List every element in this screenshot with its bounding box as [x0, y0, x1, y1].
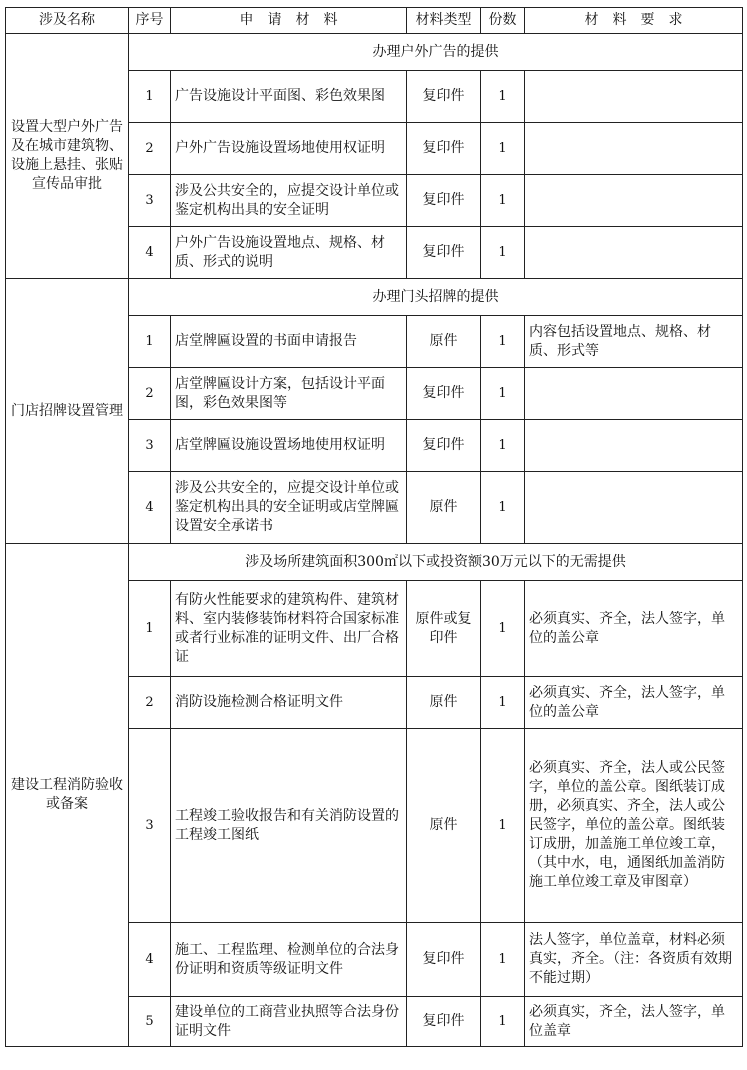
- row-type: 复印件: [407, 175, 481, 227]
- header-material: 申 请 材 料: [171, 8, 407, 34]
- row-no: 3: [129, 729, 171, 923]
- row-type: 原件: [407, 729, 481, 923]
- row-requirement: [525, 123, 743, 175]
- row-material: 工程竣工验收报告和有关消防设置的工程竣工图纸: [171, 729, 407, 923]
- section-title: 办理户外广告的提供: [129, 34, 743, 71]
- row-type: 复印件: [407, 923, 481, 997]
- group-name: 门店招牌设置管理: [6, 279, 129, 544]
- group-name: 建设工程消防验收或备案: [6, 544, 129, 1047]
- row-requirement: 内容包括设置地点、规格、材质、形式等: [525, 316, 743, 368]
- header-type: 材料类型: [407, 8, 481, 34]
- row-material: 店堂牌匾设施设置场地使用权证明: [171, 420, 407, 472]
- row-count: 1: [481, 729, 525, 923]
- row-count: 1: [481, 997, 525, 1047]
- row-no: 4: [129, 227, 171, 279]
- row-type: 复印件: [407, 997, 481, 1047]
- row-requirement: 必须真实、齐全，法人签字，单位的盖公章: [525, 581, 743, 677]
- row-type: 复印件: [407, 227, 481, 279]
- row-type: 复印件: [407, 123, 481, 175]
- section-title: 涉及场所建筑面积300㎡以下或投资额30万元以下的无需提供: [129, 544, 743, 581]
- row-requirement: 必须真实，齐全，法人签字，单位盖章: [525, 997, 743, 1047]
- row-requirement: [525, 368, 743, 420]
- row-type: 原件: [407, 677, 481, 729]
- row-material: 施工、工程监理、检测单位的合法身份证明和资质等级证明文件: [171, 923, 407, 997]
- row-requirement: [525, 71, 743, 123]
- row-no: 1: [129, 581, 171, 677]
- header-requirement: 材 料 要 求: [525, 8, 743, 34]
- header-name: 涉及名称: [6, 8, 129, 34]
- row-requirement: [525, 227, 743, 279]
- row-material: 店堂牌匾设置的书面申请报告: [171, 316, 407, 368]
- row-count: 1: [481, 123, 525, 175]
- row-no: 1: [129, 71, 171, 123]
- section-row: [6, 544, 743, 581]
- header-row: [6, 8, 743, 34]
- row-requirement: [525, 175, 743, 227]
- row-material: 户外广告设施设置场地使用权证明: [171, 123, 407, 175]
- row-material: 涉及公共安全的，应提交设计单位或鉴定机构出具的安全证明: [171, 175, 407, 227]
- row-count: 1: [481, 227, 525, 279]
- row-count: 1: [481, 71, 525, 123]
- row-count: 1: [481, 316, 525, 368]
- row-no: 3: [129, 175, 171, 227]
- row-material: 店堂牌匾设计方案，包括设计平面图，彩色效果图等: [171, 368, 407, 420]
- section-row: [6, 34, 743, 71]
- header-count: 份数: [481, 8, 525, 34]
- row-no: 2: [129, 368, 171, 420]
- row-no: 2: [129, 677, 171, 729]
- row-type: 原件: [407, 472, 481, 544]
- row-type: 复印件: [407, 71, 481, 123]
- row-count: 1: [481, 175, 525, 227]
- row-material: 消防设施检测合格证明文件: [171, 677, 407, 729]
- row-material: 户外广告设施设置地点、规格、材质、形式的说明: [171, 227, 407, 279]
- row-requirement: 法人签字，单位盖章，材料必须真实，齐全。（注：各资质有效期不能过期）: [525, 923, 743, 997]
- row-requirement: [525, 472, 743, 544]
- row-material: 建设单位的工商营业执照等合法身份证明文件: [171, 997, 407, 1047]
- row-material: 有防火性能要求的建筑构件、建筑材料、室内装修装饰材料符合国家标准或者行业标准的证明文件、出厂合格证: [171, 581, 407, 677]
- section-row: [6, 279, 743, 316]
- row-count: 1: [481, 368, 525, 420]
- row-type: 原件或复印件: [407, 581, 481, 677]
- row-count: 1: [481, 677, 525, 729]
- row-material: 广告设施设计平面图、彩色效果图: [171, 71, 407, 123]
- row-no: 4: [129, 923, 171, 997]
- row-count: 1: [481, 923, 525, 997]
- row-type: 复印件: [407, 420, 481, 472]
- row-no: 4: [129, 472, 171, 544]
- section-title: 办理门头招牌的提供: [129, 279, 743, 316]
- row-no: 3: [129, 420, 171, 472]
- row-count: 1: [481, 581, 525, 677]
- row-no: 2: [129, 123, 171, 175]
- row-count: 1: [481, 472, 525, 544]
- row-material: 涉及公共安全的，应提交设计单位或鉴定机构出具的安全证明或店堂牌匾设置安全承诺书: [171, 472, 407, 544]
- row-requirement: 必须真实、齐全，法人签字，单位的盖公章: [525, 677, 743, 729]
- row-type: 原件: [407, 316, 481, 368]
- group-name: 设置大型户外广告及在城市建筑物、设施上悬挂、张贴宣传品审批: [6, 34, 129, 279]
- row-no: 5: [129, 997, 171, 1047]
- row-requirement: [525, 420, 743, 472]
- materials-table: [5, 7, 743, 1047]
- header-no: 序号: [129, 8, 171, 34]
- row-no: 1: [129, 316, 171, 368]
- row-requirement: 必须真实、齐全，法人或公民签字，单位的盖公章。图纸装订成册，必须真实、齐全，法人或公民签字，单位的盖公章。图纸装订成册，加盖施工单位竣工章，（其中水，电，通图纸加盖消防施工单位竣工章及审图章）: [525, 729, 743, 923]
- row-type: 复印件: [407, 368, 481, 420]
- row-count: 1: [481, 420, 525, 472]
